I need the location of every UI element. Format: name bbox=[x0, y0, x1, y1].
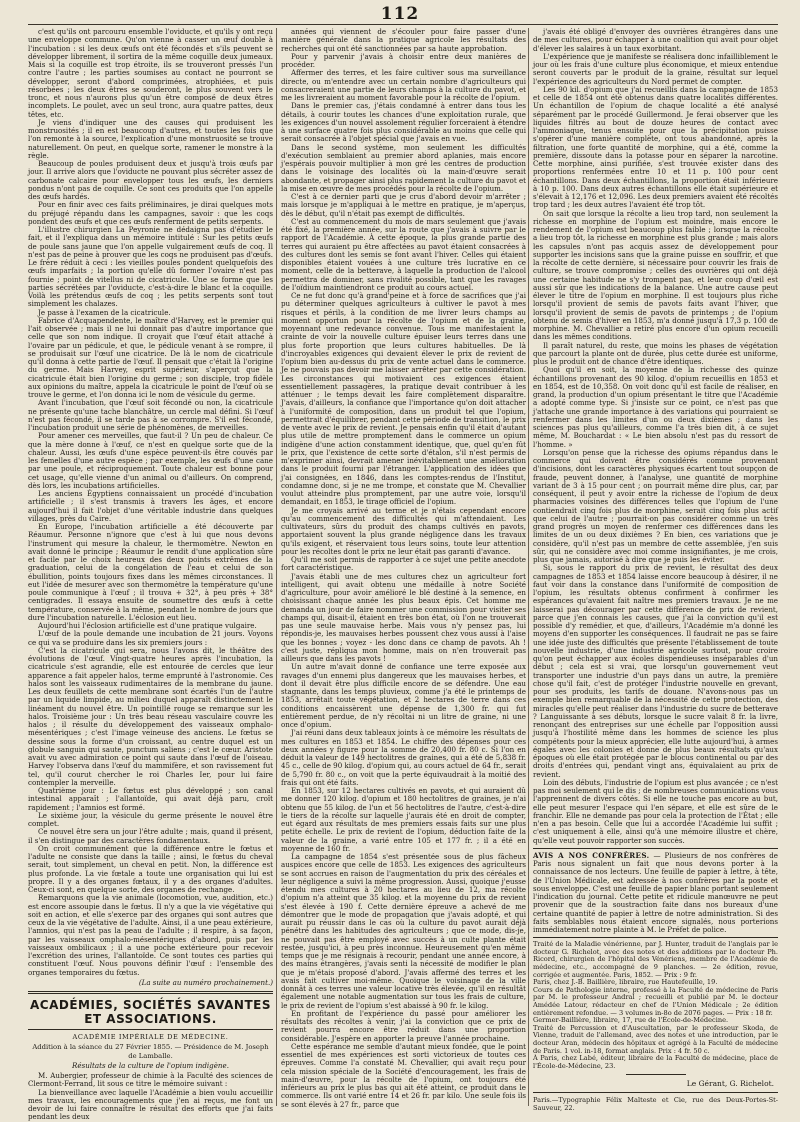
paragraph: Affermer des terres, et les faire cultiver sous ma surveillance directe, ou m'entendre avec un certain nombre d'agriculteurs qui consacreraient une partie de leurs champs à la culture du pavot, et me les livreraient au moment favorable pour la récolte de l'opium. bbox=[281, 68, 526, 102]
header-rule bbox=[28, 24, 778, 25]
divider bbox=[533, 848, 778, 849]
divider bbox=[28, 1029, 273, 1030]
column-left bbox=[28, 27, 274, 1122]
paragraph: Un autre m'avait donné de confiance une terre exposée aux ravages d'un ennemi plus dangereux que les mauvaises herbes, et dont il devait être plus difficile encore de se défendre. Une eau stagnante, dans les temps pluvieux, comme j'a été le printemps de 1853, arrêtait toute végétation, et 2 hectares de terre dans ces conditions encaissèrent une dépense de 1,300 fr. qui fut entièrement perdue, de n'y récoltai ni un litre de graine, ni une once d'opium. bbox=[281, 662, 526, 729]
paragraph: Je viens d'indiquer une des causes qui produisent les monstruosités ; il en est beaucoup d'autres, et toutes les fois que l'on remonte à la source, l'explication d'une monstruosité se trouve naturellement. On peut, en quelque sorte, ramener le monstre à la règle. bbox=[28, 117, 273, 160]
paragraph: On croit communément que la différence entre le fœtus et l'adulte ne consiste que dans la taille ; ainsi, le fœtus du cheval serait, tout simplement, un cheval en petit. Non, la différence est plus profonde. La vie fœtale a toute une organisation qui lui est propre. Il y a des organes fœtaux, il y a des organes d'adultes. Ceux-ci sont, en quelque sorte, des organes de rechange. bbox=[28, 843, 273, 894]
paragraph: C'est la cicatricule qui sera, nous l'avons dit, le théâtre des évolutions de l'œuf. Vingt-quatre heures après l'incubation, la cicatricule s'est agrandie, elle est entourée de cercles que leur apparence a fait appeler halos, terme emprunté à l'astronomie. Ces halos sont les vaisseaux rudimentaires de la membrane du jaune. Les deux feuillets de cette membrane sont écartés l'un de l'autre par un liquide limpide, au milieu duquel apparaît distinctement le linéament du nouvel être. Un pointillé rouge se remarque sur les halos. Troisième jour : Un très beau réseau vasculaire couvre les halos ; il résulte du développement des vaisseaux omphalo-mésentériques ; c'est l'image veineuse des anciens. Le fœtus se dessine sous la forme d'un croissant, au centre duquel est un globule sanguin qui saute, punctum saliens ; c'est le cœur. Aristote avait vu avec admiration ce point qui saute dans l'œuf de l'oiseau. Harvey l'observa dans l'œuf du mammifère, et son ravissement fut tel, qu'il courut chercher le roi Charles Ier, pour lui faire contempler la merveille. bbox=[28, 645, 273, 787]
section-divider bbox=[28, 991, 273, 994]
paragraph: En Europe, l'incubation artificielle a été découverte par Réaumur. Personne n'ignore que c'est à lui que nous devons l'instrument qui mesure la chaleur, le thermomètre. Newton en avait donné le principe ; Réaumur le rendit d'une application sûre et facile par le choix heureux des deux points extrêmes de la graduation, celui de la congélation de l'eau et celui de son ébullition, points toujours fixes dans les mêmes circonstances. Il eut l'idée de mesurer avec son thermomètre la température qu'une poule communique à l'œuf ; il trouva + 32°, à peu près + 38° centigrades. Il essaya ensuite de soumettre des œufs à cette température, conservée à la même, pendant le nombre de jours que dure l'incubation naturelle. L'éclosion eut lieu. bbox=[28, 522, 274, 622]
paragraph: Il paraît naturel, du reste, que moins les phases de végétation que parcourt la plante ont de durée, plus cette durée est uniforme, plus le produit ont de chance d'être identiques. bbox=[533, 340, 778, 366]
divider bbox=[533, 937, 778, 938]
paragraph: Loin des débuts, l'industrie de l'opium est plus avancée ; ce n'est pas moi seulement qui le dis ; de nombreuses communications vous l'apprennent de divers côtés. Si elle ne touche pas encore au but, elle peut mesurer l'espace qui l'en sépare, et elle est sûre de le franchir. Elle ne demande pas pour cela la protection de l'État ; elle n'en a pas besoin. Celle que lui a accordée l'Académie lui suffit ; c'est uniquement à elle, ainsi qu'à une mémoire illustre et chère, qu'elle veut pouvoir rapporter son succès. bbox=[533, 777, 778, 845]
paragraph: Aujourd'hui l'éclosion artificielle est d'une pratique vulgaire. bbox=[38, 621, 257, 630]
memoir-body bbox=[281, 28, 526, 1109]
paragraph: L'œuf de la poule demande une incubation de 21 jours. Voyons ce qui va se produire dans les six premiers jours : bbox=[28, 629, 273, 647]
paragraph: Qu'il me soit permis de rapporter à ce sujet une petite anecdote fort caractéristique. bbox=[281, 555, 526, 573]
paragraph: C'est à ce dernier parti que je crus d'abord devoir m'arrêter ; mais lorsque je m'appliquai à le mettre en pratique, je m'aperçus, dès le début, qu'il n'était pas exempt de difficultés. bbox=[281, 192, 526, 218]
paragraph: Cette espérance me semble d'autant mieux fondée, que le point essentiel de mes expériences est sorti victorieux de toutes ces épreuves. Comme l'a constaté M. Chevallier, qui avait reçu pour cela mission spéciale de la Société d'encouragement, les frais de main-d'œuvre, pour la récolte de l'opium, ont toujours été inférieurs au prix le plus bas qui ait été atteint, ce produit dans le commerce. Ils ont varié entre 14 et 26 fr. par kilo. Une seule fois ils se sont élevés à 27 fr., parce que bbox=[281, 1041, 526, 1109]
memoir-conclusion bbox=[533, 28, 778, 845]
notice-title: AVIS A NOS CONFRÈRES. bbox=[533, 850, 650, 860]
paragraph: Fabrice d'Acquapendente, le maître d'Harvey, est le premier qui l'ait observée ; mais il ne lui donnait pas d'autre importance que celle que son nom indique. Il croyait que l'œuf était attaché à l'ovaire par un pédicule, et que, le pédicule venant à se rompre, il se produisait sur l'œuf une cicatrice. De là le nom de cicatricule qu'il donna à cette partie de l'œuf. Il pensait que c'était là l'origine du germe. Mais Harvey, esprit supérieur, s'aperçut que la cicatricule était bien l'origine du germe ; son disciple, trop fidèle aux opinions du maître, appela la cicatricule le point de l'œuf où se trouve le germe, et l'on donna ici le nom de vésicule du germe. bbox=[28, 315, 273, 399]
paragraph: Ce ne fut donc qu'à grand'peine et à force de sacrifices que j'ai pu déterminer quelques agriculteurs à cultiver le pavot à mes risques et périls, à la condition de me livrer leurs champs au moment opportun pour la récolte de l'opium et de la graine, moyennant une redevance convenue. Tous me manifestaient la crainte de voir la nouvelle culture épuiser leurs terres dans une plus forte proportion que leurs cultures habituelles. De là d'incroyables exigences qui devaient élever le prix de revient de l'opium bien au-dessus du prix de vente actuel dans le commerce. Je ne pouvais pas devoir me laisser arrêter par cette considération. Les circonstances qui motivaient ces exigences étaient essentiellement passagères, la pratique devait contribuer à les atténuer ; le temps devait les faire complètement disparaître. J'avais, d'ailleurs, la confiance que l'importance qu'on doit attacher à l'uniformité de composition, dans un produit tel que l'opium, permettrait d'équilibrer, pendant cette période de transition, le prix de vente avec le prix de revient. Je pensais enfin qu'il était d'autant plus utile de mettre promptement dans le commerce un opium indigène d'une action constamment identique, que, quel qu'en fût le prix, que l'existence de cette sorte d'étalon, s'il n'est permis de m'exprimer ainsi, devrait amener inévitablement une amélioration dans le produit fourni par l'étranger. L'application des idées que j'ai consignées, en 1846, dans les comptes-rendus de l'Institut, condamne donc, si je ne me trompe, et constate que M. Chevallier voulut atteindre plus promptement, par une autre voie, lorsqu'il demandait, en 1853, le tirage officiel de l'opium. bbox=[281, 291, 526, 507]
paper-title: Résultats de la culture de l'opium indigène. bbox=[72, 1060, 229, 1070]
bibliography bbox=[533, 941, 778, 1070]
bibliography-entry: Cours de Pathologie interne, professé à la Faculté de médecine de Paris par M. le professeur Andral ; recueilli et publié par M. le docteur Amédée Latour, rédacteur en chef de l'Union Médicale ; 2e édition entièrement refondue. — 3 volumes in-8o de 2076 pages. — Prix : 18 fr. bbox=[533, 985, 778, 1017]
paragraph: En 1853, sur 12 hectares cultivés en pavots, et qui auraient dû me donner 120 kilog. d'opium et 180 hectolitres de graines, je n'ai obtenu que 55 kilog. de l'un et 56 hectolitres de l'autre, c'est-à-dire le tiers de la récolte sur laquelle j'aurais été en droit de compter, eut égard aux résultats de mes premiers essais faits sur une plus petite échelle. Le prix de revient de l'opium, déduction faite de la valeur de la graine, a varié entre 105 et 177 fr. ; il a été en moyenne de 160 fr. bbox=[281, 786, 526, 853]
paragraph: Beaucoup de poules produisent deux et jusqu'à trois œufs par jour. Il arrive alors que l'oviducte ne pouvant plus sécréter assez de carbonate calcaire pour envelopper tous les œufs, les derniers pondus n'ont pas de coquille. Ce sont ces produits que l'on appelle des œufs hardés. bbox=[28, 159, 273, 201]
paragraph: Les 90 kil. d'opium que j'ai recueillis dans la campagne de 1853 et celle de 1854 ont été obtenus dans quatre localités différentes. Un échantillon de l'opium de chaque localité a été analysé séparément par le procédé Guillermond. Je ferai observer que les liquides filtrés au bout de douze heures de contact avec l'ammoniaque, tenus ensuite pour que la précipitation puisse s'opérer d'une manière complète, ont tous abandonné, après la filtration, une forte quantité de morphine, qui a été, comme la première, dissoute dans la potasse pour en séparer la narcotine. Cette morphine, ainsi purifiée, s'est trouvée exister dans des proportions renfermées entre 10 et 11 p. 100 pour cent échantillons. Dans deux échantillons, la proportion était inférieure à 10 p. 100. Dans deux autres échantillons elle était supérieure et s'élevait à 12,176 et 12,096. Les deux premiers avaient été récoltés trop tard ; les deux autres l'avaient été trop tôt. bbox=[533, 84, 778, 210]
paragraph: Pour y parvenir j'avais à choisir entre deux manières de procéder. bbox=[281, 51, 526, 69]
memoir-intro bbox=[28, 1072, 273, 1122]
column-right bbox=[533, 27, 778, 1112]
paragraph: Je passe à l'examen de la cicatricule. bbox=[38, 307, 171, 317]
imprint: Paris.—Typographie Félix Malteste et Cie, rue des Deux-Portes-St-Sauveur, 22. bbox=[533, 1095, 778, 1112]
continuation-note: (La suite au numéro prochainement.) bbox=[138, 977, 273, 987]
paragraph: c'est qu'ils ont parcouru ensemble l'oviducte, et qu'ils y ont reçu une enveloppe commune. Qu'on vienne à casser un œuf double à l'incubation : si les deux œufs ont été fécondés et s'ils peuvent se développer librement, il sortira de la même coquille deux jumeaux. Mais si la coquille est trop étroite, ils se trouveront pressés l'un contre l'autre ; les parties soumises au contact ne pourront se développer, seront d'abord comprimées, atrophiées, et puis résorbées ; les deux êtres se souderont, le plus souvent vers le tronc, et nous n'aurons plus qu'un être composé de deux êtres incomplets. Le poulet, avec un seul tronc, aura quatre pattes, deux têtes, etc. bbox=[28, 27, 273, 119]
paragraph: C'est au commencement du mois de mars seulement que j'avais été fixé, la première année, sur la route que j'avais à suivre par le rapport de l'Académie. À cette époque, la plus grande partie des terres qui auraient pu être affectées au pavot étaient consacrées à des cultures dont les semis se font avant l'hiver. Celles qui étaient disponibles étaient vouées à une culture très lucrative en ce moment, celle de la betterave, à laquelle la production de l'alcool permettra de dominer, sans rivalité possible, tant que les ravages de l'oïdium maintiendront ce produit au cours actuel. bbox=[281, 216, 526, 292]
bibliography-entry: Traité de Percussion et d'Auscultation, par le professeur Skoda, de Vienne, traduit de l'allemand, avec des notes et une introduction, par le docteur Aran, médecin des hôpitaux et agrégé à la Faculté de médecine de Paris. 1 vol. in-18, format anglais. Prix : 4 fr. 50 c. bbox=[533, 1023, 778, 1055]
article-body bbox=[28, 28, 273, 977]
paragraph: L'illustre chirurgien La Peyronie ne dédaigna pas d'étudier le fait, et il l'expliqua dans un mémoire intitulé : Sur les petits œufs de poule sans jaune que l'on appelle vulgairement œufs de coq. Il n'est pas de peine à prouver que les coqs ne produisent pas d'œufs. Le frère réduit à ceci : les vieilles poules pondent quelquefois des œufs imparfaits ; la portion qu'elle dû former l'ovaire n'est pas fournie ; point de vitellus ni de cicatricule. Une se forme que les parties sécrétées par l'oviducte, c'est-à-dire le blanc et la coquille. Voilà les prétendus œufs de coq ; les petits serpents sont tout simplement les chalazes. bbox=[28, 225, 273, 309]
paragraph: On sait que lorsque la récolte a lieu trop tard, non seulement la richesse en morphine de l'opium est moindre, mais encore le rendement de l'opium est beaucoup plus faible ; lorsque la récolte a lieu trop tôt, la richesse en morphine est plus grande ; mais alors les capsules n'ont pas acquis assez de développement pour supporter les incisions sans que la graine puisse en souffrir, et que la récolte de cette dernière, si nécessaire pour couvrir les frais de culture, se trouve compromise ; celles des ouvrières qui ont déjà une certaine habitude ne s'y trompent pas, et leur coup d'œil est aussi sûr que les indications de la balance. Une autre cause peut élever le titre de l'opium en morphine. Il est toujours plus riche lorsqu'il provient de semis de pavots faits avant l'hiver, que lorsqu'il provient de semis de pavots de printemps ; de l'opium obtenu de semis d'hiver en 1853, m'a donné jusqu'à 17,3 p. 100 de morphine. M. Chevallier a retiré plus encore d'un opium recueilli dans les mêmes conditions. bbox=[533, 208, 778, 342]
paragraph: Les anciens Égyptiens connaissaient un procédé d'incubation artificielle ; il s'est transmis à travers les âges, et encore aujourd'hui il fait l'objet d'une véritable industrie dans quelques villages, près du Caire. bbox=[28, 489, 273, 523]
notice-text: — Plusieurs de nos confrères de Paris nous signalent un fait que nous devons porter à la connaissance de nos lecteurs. Une feuille de papier à lettre, à tête, de l'Union Médicale, est adressée à nos confrères par la poste et sous enveloppe. C'est une feuille de papier blanc portant seulement l'indication du journal. Cette petite et ridicule manœuvre ne peut provenir que de la soustraction faite dans nos bureaux d'une certaine quantité de papier à lettre de notre administration. Si des faits semblables nous étaient encore signalés, nous porterions immédiatement notre plainte à M. le Préfet de police. bbox=[533, 850, 778, 934]
column-rule bbox=[528, 28, 529, 1106]
paragraph: Quoi qu'il en soit, la moyenne de la richesse des quinze échantillons provenant des 90 kilog. d'opium recueillis en 1853 et en 1854, est de 10,358. On voit donc qu'il est facile de réaliser, en grand, la production d'un opium présentant le titre que l'Académie a adopté comme type. Si j'insiste sur ce point, ce n'est pas que j'attache une grande importance à des variations qui pourraient se renfermer dans les limites d'un ou deux dixièmes ; dans les sciences pas plus qu'ailleurs, comme l'a très bien dit, à ce sujet même, M. Bouchardat : « Le bien absolu n'est pas du ressort de l'homme. » bbox=[533, 365, 778, 449]
paragraph: M. Aubergier, professeur de chimie à la Faculté des sciences de Clermont-Ferrand, lit sous ce titre le mémoire suivant : bbox=[28, 1071, 273, 1089]
paragraph: L'expérience que je manifeste se réalisera donc infailliblement le jour où les frais d'une culture plus économique, et mieux entendue seront couverts par le produit de la graine, résultat sur lequel l'expérience des agriculteurs du Nord permet de compter. bbox=[533, 51, 778, 86]
bibliography-entry: Traité de la Maladie vénérienne, par J. Hunter, traduit de l'anglais par le docteur G. Richelot, avec des notes et des additions par le docteur Ph. Ricord, chirurgien de l'hôpital des Vénériens, membre de l'Académie de médecine, etc., accompagné de 9 planches. — 2e édition, revue, corrigée et augmentée. Paris, 1852. — Prix : 9 fr. bbox=[533, 940, 778, 979]
paragraph: Si, sous le rapport du prix de revient, le résultat des deux campagnes de 1853 et 1854 laisse encore beaucoup à désirer, il ne faut voir dans la constance dans l'uniformité de composition de l'opium, les résultats obtenus confirment à confirmer les espérances qu'avaient fait naître mes premiers travaux. Je ne me laisserai pas décourager par cette différence de prix de revient, parce que j'en connais les causes, que j'ai la conviction qu'il est possible d'y remédier, et que, d'ailleurs, l'Académie m'a donné les moyens d'en supporter les conséquences. Il faudrait ne pas se faire une idée juste des difficultés que présente l'établissement de toute nouvelle industrie, d'une industrie agricole surtout, pour croire qu'on peut échapper aux écoles dispendieuses inséparables d'un début ; cela est si vrai, que lorsqu'un gouvernement veut transporter une industrie d'un pays dans un autre, la première chose qu'il fait, c'est de protéger l'industrie nouvelle en grevant, pour ses produits, les tarifs de douane. N'avons-nous pas un exemple bien remarquable de la nécessité de cette protection, des miracles qu'elle peut réaliser dans l'industrie du sucre de betterave ? Languissante à ses débuts, lorsque le sucre valait 8 fr. la livre, renonçant des entreprises sur une échelle par l'opposition aussi jusqu'à l'hostilité même dans les hommes de science les plus compétents pour la mieux apprécier, elle lutte aujourd'hui, à armes égales avec les colonies et donne de plus beaux résultats qu'aux époques où elle était protégée par le blocus continental ou par des droits d'entrées qui, pendant vingt ans, équivalaient au prix de revient. bbox=[533, 563, 778, 779]
short-divider bbox=[626, 1074, 686, 1075]
column-rule bbox=[276, 28, 277, 1106]
paragraph: La campagne de 1854 s'est présentée sous de plus fâcheux auspices encore que celle de 1853. Les exigences des agriculteurs se sont accrues en raison de l'augmentation du prix des céréales et leur négligence a suivi la même progression. Aussi, quoique j'eusse étendu mes cultures à 20 hectares au lieu de 12, ma récolte d'opium n'a atteint que 35 kilog. et la moyenne du prix de revient s'est élevée à 190 f. Cette dernière épreuve a achevé de me démontrer que le mode de propagation que j'avais adopté, et qui aurait pu réussir dans le cas où la culture du pavot aurait déjà pénétré dans les habitudes des agriculteurs ; que ce mode, dis-je, ne pouvait pas être employé avec succès à un culte plante était restée, jusqu'ici, à peu près inconnue. Heureusement qu'en même temps que je me résignais à recourir, pendant une année encore, à des mains étrangères, j'avais senti la nécessité de modifier le plan que je m'étais proposé d'abord. J'avais affermé des terres et les avais fait cultiver moi-même. Quoique le voisinage de la ville donnât à ces terres une valeur locative très élevée, qu'il en résultât également une notable augmentation sur tous les frais de culture, le prix de revient de l'opium s'est abaissé à 90 fr. le kilog. bbox=[281, 852, 526, 1010]
paragraph: Avant l'incubation, que l'œuf soit fécondé ou non, la cicatricule ne présente qu'une tache blanchâtre, un cercle mal défini. Si l'œuf n'est pas fécondé, il se tarde pas à se corrompre. S'il est fécondé, l'incubation produit une série de phénomènes, de merveilles. bbox=[28, 398, 273, 432]
paragraph: Pour en finir avec ces faits préliminaires, je dirai quelques mots du préjugé répandu dans les campagnes, savoir : que les coqs pondent des œufs et que ces œufs renferment de petits serpents. bbox=[28, 200, 273, 226]
academy-heading: ACADÉMIE IMPÉRIALE DE MÉDECINE. bbox=[72, 1033, 229, 1041]
paragraph: Lorsqu'on pense que la richesse des opiums répandus dans le commerce qui doivent être considérés comme provenant d'incisions, dont les caractères physiques écartent tout soupçon de fraude, peuvent donner, à l'analyse, une quantité de morphine variant de 3 à 15 pour cent ; on pourrait même dire plus, car, par conséquent, il peut y avoir entre la richesse de l'opium de deux pharmacies voisines des différences telles que l'opium de l'une contiendrait cinq fois plus de morphine, serait cinq fois plus actif que celui de l'autre ; pourrait-on pas considérer comme un très grand progrès un moyen de renfermer ces différences dans les limites de un ou deux dixièmes ? En bien, ces variations que je considère, qu'il n'est pas un membre de cette assemblée, j'en suis sûr, qui ne considère avec moi comme insignifiantes, je me crois, plus que jamais, autorisé à dire que je puis les éviter. bbox=[533, 447, 778, 564]
column-middle bbox=[281, 27, 526, 1109]
bibliography-entry: Germer-Baillière, libraire, 17, rue de l'École-de-Médecine. bbox=[533, 1016, 729, 1025]
bibliography-entry: Paris, chez J.-B. Baillière, libraire, rue Hautefeuille, 19. bbox=[533, 978, 718, 987]
paragraph: Je me croyais arrivé au terme et je n'étais cependant encore qu'au commencement des difficultés qui m'attendaient. Les cultivateurs, sûrs du produit des champs cultivés en pavots, apportaient souvent la plus grande négligence dans les travaux qu'ils exigent, et réservaient tous leurs soins, toute leur attention pour les récoltes dont le prix ne leur était pas garanti d'avance. bbox=[281, 505, 526, 556]
paragraph: Remarquons que la vie animale (locomotion, vue, audition, etc.) est encore assoupie dans le fœtus. Il n'y a que la vie végétative qui soit en action, et elle s'exerce par des organes qui sont autres que ceux de la vie végétative de l'adulte. Ainsi, il a une peau extérieure, l'amnios, qui n'est pas la peau de l'adulte ; il respire, à sa façon, par les vaisseaux omphalo-mésentériques d'abord, puis par les vaisseaux ombilicaux ; il a une poche extérieure pour recevoir l'excrétion des urines, l'allantoïde. Ce sont toutes ces parties qui constituent l'œuf. Nous pouvons définir l'œuf : l'ensemble des organes temporaires du fœtus. bbox=[28, 893, 273, 977]
session-note: Addition à la séance du 27 Février 1855. — Présidence de M. Joseph de Lamballe. bbox=[32, 1043, 269, 1060]
paragraph: Le sixième jour, la vésicule du germe présente le nouvel être complet. bbox=[28, 810, 273, 828]
signature: Le Gérant, G. Richelot. bbox=[686, 1079, 774, 1089]
paragraph: Ce nouvel être sera un jour l'être adulte ; mais, quand il présent, il s'en distingue par des caractères fondamentaux. bbox=[28, 827, 273, 845]
paragraph: Dans le second système, mon seulement les difficultés d'exécution semblaient au premier abord aplanies, mais encore j'espérais pouvoir multiplier à mon gré les centres de production dans le voisinage des localités où la main-d'œuvre serait abondante, et propager ainsi plus rapidement la culture du pavot et la mise en œuvre de mes procédés pour la récolte de l'opium. bbox=[281, 142, 526, 193]
paragraph: j'avais été obligé d'envoyer des ouvrières étrangères dans une de mes cultures, pour échapper à une coalition qui avait pour objet d'élever les salaires à un taux exorbitant. bbox=[533, 27, 778, 53]
paragraph: Quatrième jour : Le fœtus est plus développé ; son canal intestinal apparaît ; l'allantoïde, qui avait déjà paru, croît rapidement ; l'amnios est formé. bbox=[28, 786, 273, 812]
divider bbox=[533, 1092, 778, 1093]
page-number: 112 bbox=[380, 4, 420, 24]
paragraph: J'ai réuni dans deux tableaux joints à ce mémoire les résultats de mes cultures en 1853 et 1854. Le chiffre des dépenses pour ces deux années y figure pour la somme de 20,400 fr. 80 c. Si l'on en déduit la valeur de 149 hectolitres de graines, qui a été de 5,838 fr. 45 c., celle de 90 kilog. d'opium qui, au cours actuel de 64 fr., serait de 5,790 fr. 80 c., on voit que la perte équivaudrait à la moitié des frais qui ont été faits. bbox=[281, 728, 526, 787]
paragraph: Dans le premier cas, j'étais condamné à entrer dans tous les détails, à courir toutes les chances d'une exploitation rurale, que les exigences d'un nouvel assolement régulier forceraient à étendre à une surface quatre fois plus considérable au moins que celle qui serait consacrée à l'objet spécial que j'avais en vue. bbox=[281, 101, 526, 144]
notice bbox=[533, 852, 778, 935]
paragraph: En profitant de l'expérience du passé pour améliorer les résultats des récoltes à venir, j'ai la conviction que ce prix de revient pourra encore être réduit dans une proportion considérable. J'espère en apporter la preuve l'année prochaine. bbox=[281, 1008, 526, 1043]
bibliography-entry: À Paris, chez Labé, éditeur, libraire de la Faculté de médecine, place de l'École-de-Médecine, 23. bbox=[533, 1054, 778, 1070]
paragraph: Pour amener ces merveilles, que faut-il ? Un peu de chaleur. Ce que la mère donne à l'œuf, ce n'est en quelque sorte que de la chaleur. Aussi, les œufs d'une espèce peuvent-ils être couvés par les femelles d'une autre espèce ; par exemple, les œufs d'une cane par une poule, et réciproquement. Toute chaleur est bonne pour cet usage, qu'elle vienne d'un animal ou d'ailleurs. On comprend, dès lors, les incubations artificielles. bbox=[28, 431, 273, 490]
paragraph: années qui viennent de s'écouler pour faire passer d'une manière générale dans la pratique agricole les résultats des recherches qui ont été sanctionnées par sa haute approbation. bbox=[281, 27, 526, 53]
paragraph: J'avais établi une de mes cultures chez un agriculteur fort intelligent, qui avait obtenu une médaille à notre Société d'agriculture, pour avoir amélioré le blé destiné à la semence, en choisissant chaque année les plus beaux épis. Cet homme me demanda un jour de faire nommer une commission pour visiter ses champs qui, disait-il, étaient en très bon état, où l'on ne trouverait pas une seule mauvaise herbe. Mais vous n'y pensez pas, lui répondis-je, les mauvaises herbes poussent chez vous aussi à l'aise que les bonnes ; voyez - les donc dans ce champ de pavots. Ah ! c'est juste, répliqua mon homme, mais on n'en trouverait pas ailleurs que dans les pavots ! bbox=[281, 571, 526, 663]
section-title: ACADÉMIES, SOCIÉTÉS SAVANTES ET ASSOCIATIONS. bbox=[30, 998, 271, 1026]
paragraph: La bienveillance avec laquelle l'Académie a bien voulu accueillir mes travaux, les encouragements que j'en ai reçus, me font un devoir de lui faire connaître le résultat des efforts que j'ai faits pendant les deux bbox=[28, 1087, 273, 1122]
